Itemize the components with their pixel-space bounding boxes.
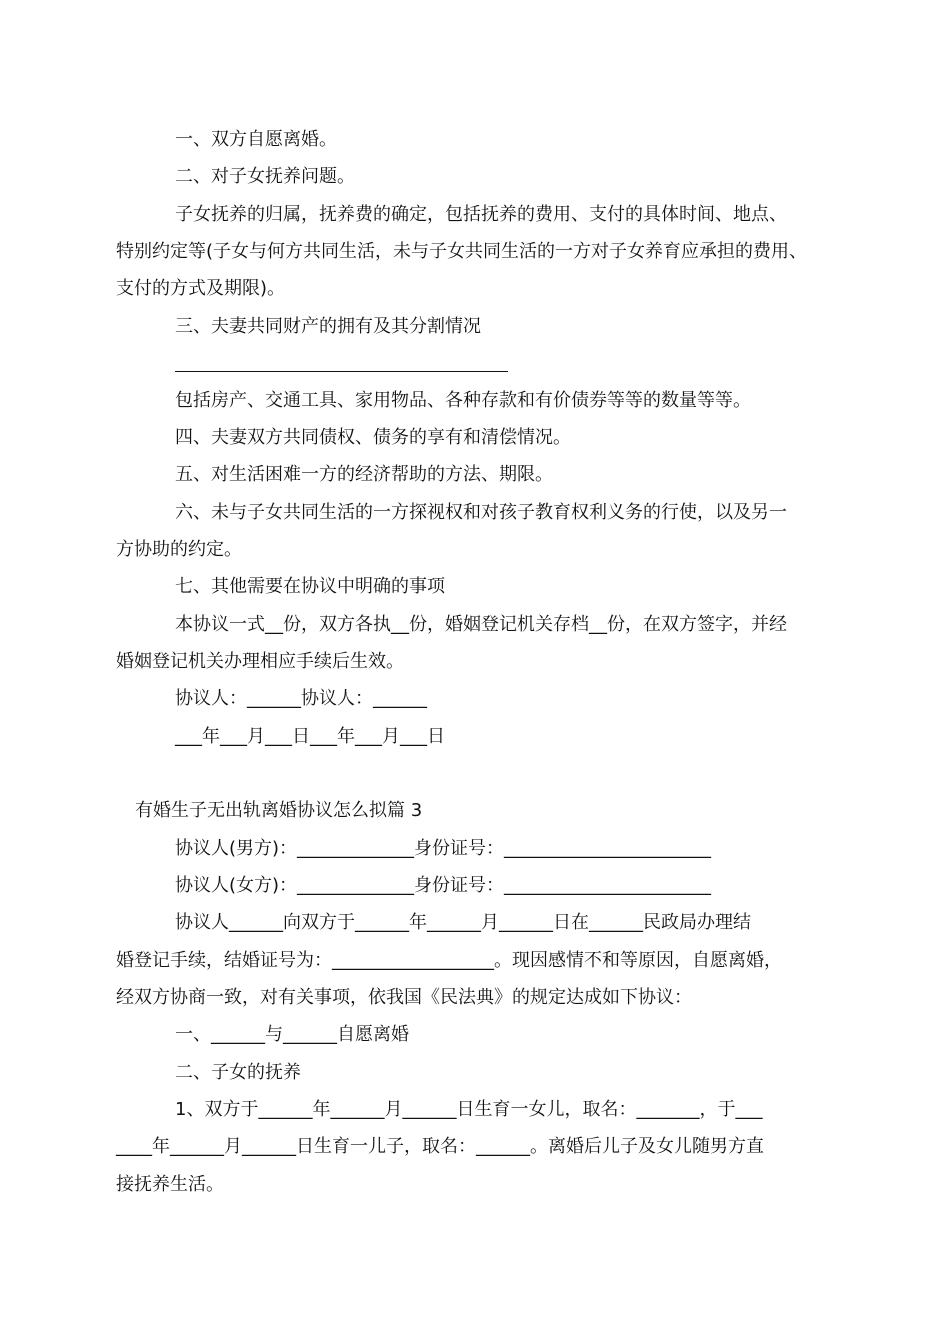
party-female-line: 协议人(女方)：_____________身份证号：_______________________ [175,875,712,896]
paragraph-line: 包括房产、交通工具、家用物品、各种存款和有价债券等等的数量等等。 [175,390,751,411]
paragraph-line: 1、双方于______年______月______日生育一女儿，取名：_______，于___ [175,1099,763,1120]
paragraph-line: 子女抚养的归属，抚养费的确定，包括抚养的费用、支付的具体时间、地点、 [175,204,787,225]
paragraph-line: 协议人______向双方于______年______月______日在______民政局办理结 [175,912,751,933]
blank-rule [175,371,508,372]
paragraph-line: 方协助的约定。 [116,539,242,560]
signature-line: 协议人：______协议人：______ [175,688,427,709]
clause-1: 一、______与______自愿离婚 [175,1024,409,1045]
clause-2: 二、子女的抚养 [175,1062,301,1083]
section-title: 有婚生子无出轨离婚协议怎么拟篇 3 [135,800,423,821]
clause-2: 二、对子女抚养问题。 [175,166,355,187]
party-male-line: 协议人(男方)：_____________身份证号：_______________________ [175,838,712,859]
clause-3: 三、夫妻共同财产的拥有及其分割情况 [175,316,481,337]
paragraph-line: 婚登记手续，结婚证号为：__________________。现因感情不和等原因，自愿离婚， [116,950,782,971]
clause-4: 四、夫妻双方共同债权、债务的享有和清偿情况。 [175,427,571,448]
clause-1: 一、双方自愿离婚。 [175,129,337,150]
date-line: ___年___月___日___年___月___日 [175,726,445,747]
paragraph-line: ____年______月______日生育一儿子，取名：______。离婚后儿子及女儿随男方直 [116,1136,764,1157]
clause-5: 五、对生活困难一方的经济帮助的方法、期限。 [175,464,553,485]
paragraph-line: 本协议一式__份，双方各执__份，婚姻登记机关存档__份，在双方签字，并经 [175,614,787,635]
paragraph-line: 特别约定等(子女与何方共同生活，未与子女共同生活的一方对子女养育应承担的费用、 [116,241,808,262]
paragraph-line: 接抚养生活。 [116,1174,224,1195]
paragraph-line: 婚姻登记机关办理相应手续后生效。 [116,651,404,672]
clause-6: 六、未与子女共同生活的一方探视权和对孩子教育权利义务的行使，以及另一 [175,502,787,523]
paragraph-line: 支付的方式及期限)。 [116,278,286,299]
clause-7: 七、其他需要在协议中明确的事项 [175,576,445,597]
paragraph-line: 经双方协商一致，对有关事项，依我国《民法典》的规定达成如下协议： [116,987,692,1008]
